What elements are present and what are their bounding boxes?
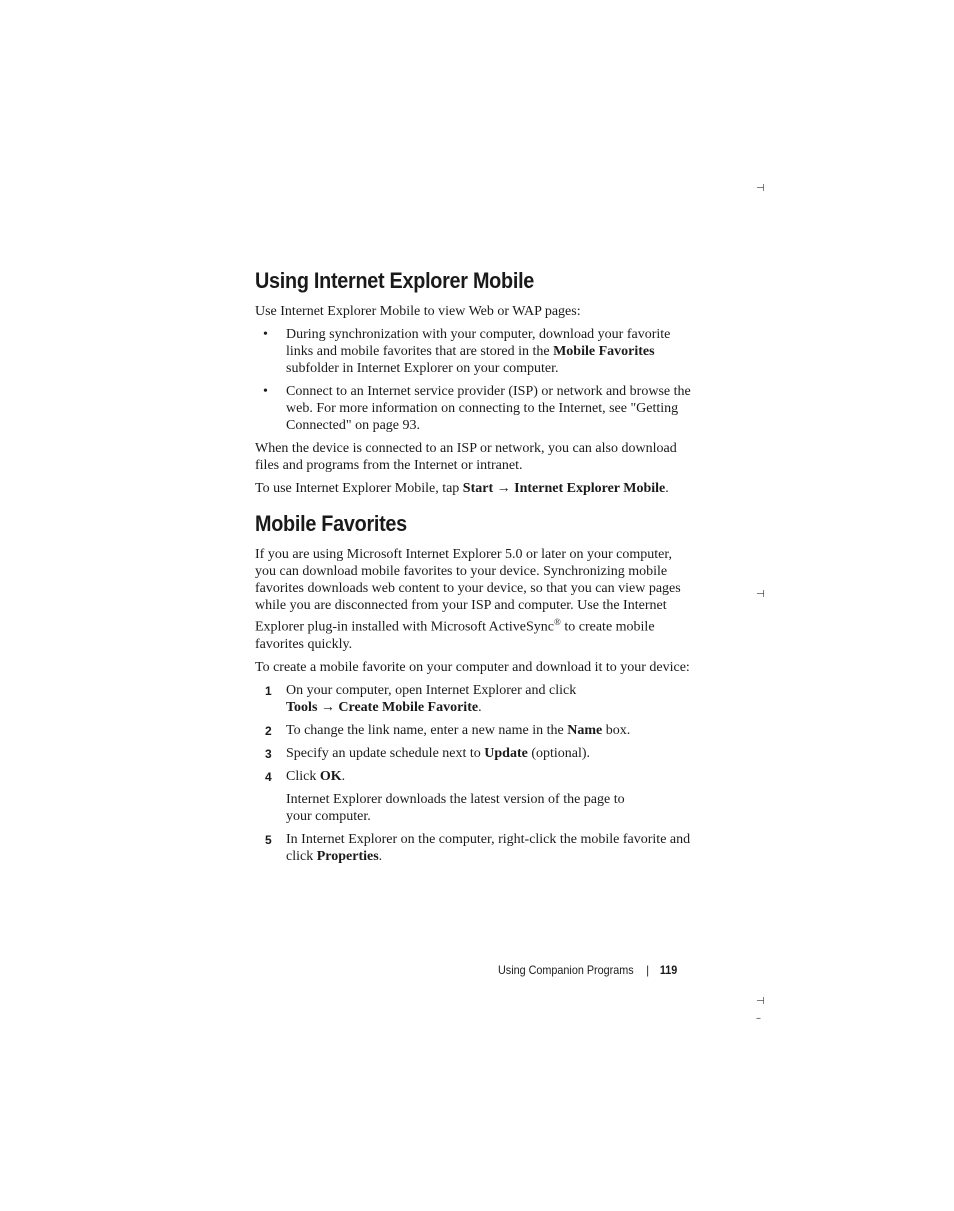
page-footer [498, 963, 677, 977]
paragraph: To use Internet Explorer Mobile, tap Start → Internet Explorer Mobile. [255, 481, 669, 496]
section-heading-ie-mobile: Using Internet Explorer Mobile [255, 268, 535, 293]
paragraph: If you are using Microsoft Internet Explorer 5.0 or later on your computer, you can download mobile favorites to your device. Synchronizing mobile favorites downloads web content to your device, so that you can view pages while you are disconnected from your ISP and computer. Use the Internet Explorer plug-in installed with Microsoft ActiveSync® to create mobile favorites quickly. [255, 547, 681, 652]
list-item: 3 Specify an update schedule next to Update (optional). [265, 745, 591, 761]
crop-mark: ⊣ [756, 589, 765, 600]
arrow-icon: → [493, 481, 515, 496]
page-number: 119 [659, 963, 678, 977]
list-item: • Connect to an Internet service provider (ISP) or network and browse the web. For more information on connecting to the Internet, see "Getting Connected" on page 93. [263, 384, 691, 433]
crop-mark: – [756, 1013, 761, 1024]
paragraph: When the device is connected to an ISP or network, you can also download files and programs from the Internet or intranet. [255, 441, 677, 473]
registered-mark: ® [554, 617, 561, 627]
bold-term: Mobile Favorites [553, 344, 655, 359]
paragraph: To create a mobile favorite on your computer and download it to your device: [255, 659, 690, 675]
list-item: 2 To change the link name, enter a new name in the Name box. [265, 722, 631, 738]
step-list [255, 682, 695, 865]
footer-separator: | [646, 963, 650, 977]
step-note: Internet Explorer downloads the latest version of the page to your computer. [286, 791, 625, 824]
intro-paragraph: Use Internet Explorer Mobile to view Web or WAP pages: [255, 304, 581, 319]
crop-mark: ⊣ [756, 996, 765, 1007]
arrow-icon: → [317, 699, 339, 715]
step-number: 1 [265, 683, 272, 698]
step-number: 2 [265, 723, 272, 738]
step-number: 3 [265, 746, 272, 761]
bullet-icon: • [263, 384, 268, 399]
step-number: 5 [265, 832, 272, 847]
bullet-icon: • [263, 327, 268, 342]
chapter-title: Using Companion Programs [498, 963, 634, 977]
bullet-list [255, 326, 695, 434]
step-number: 4 [265, 769, 272, 784]
crop-mark: ⊣ [756, 183, 765, 194]
list-item: • During synchronization with your computer, download your favorite links and mobile favorites that are stored in the Mobile Favorites subfolder in Internet Explorer on your computer. [263, 327, 671, 376]
list-item: 5 In Internet Explorer on the computer, right-click the mobile favorite and click Properties. [265, 831, 691, 864]
page-body [255, 268, 695, 871]
section-heading-mobile-favorites: Mobile Favorites [255, 511, 407, 536]
list-item: 1 On your computer, open Internet Explorer and click Tools → Create Mobile Favorite. [265, 682, 577, 715]
list-item: 4 Click OK. Internet Explorer downloads the latest version of the page to your computer. [255, 768, 695, 825]
